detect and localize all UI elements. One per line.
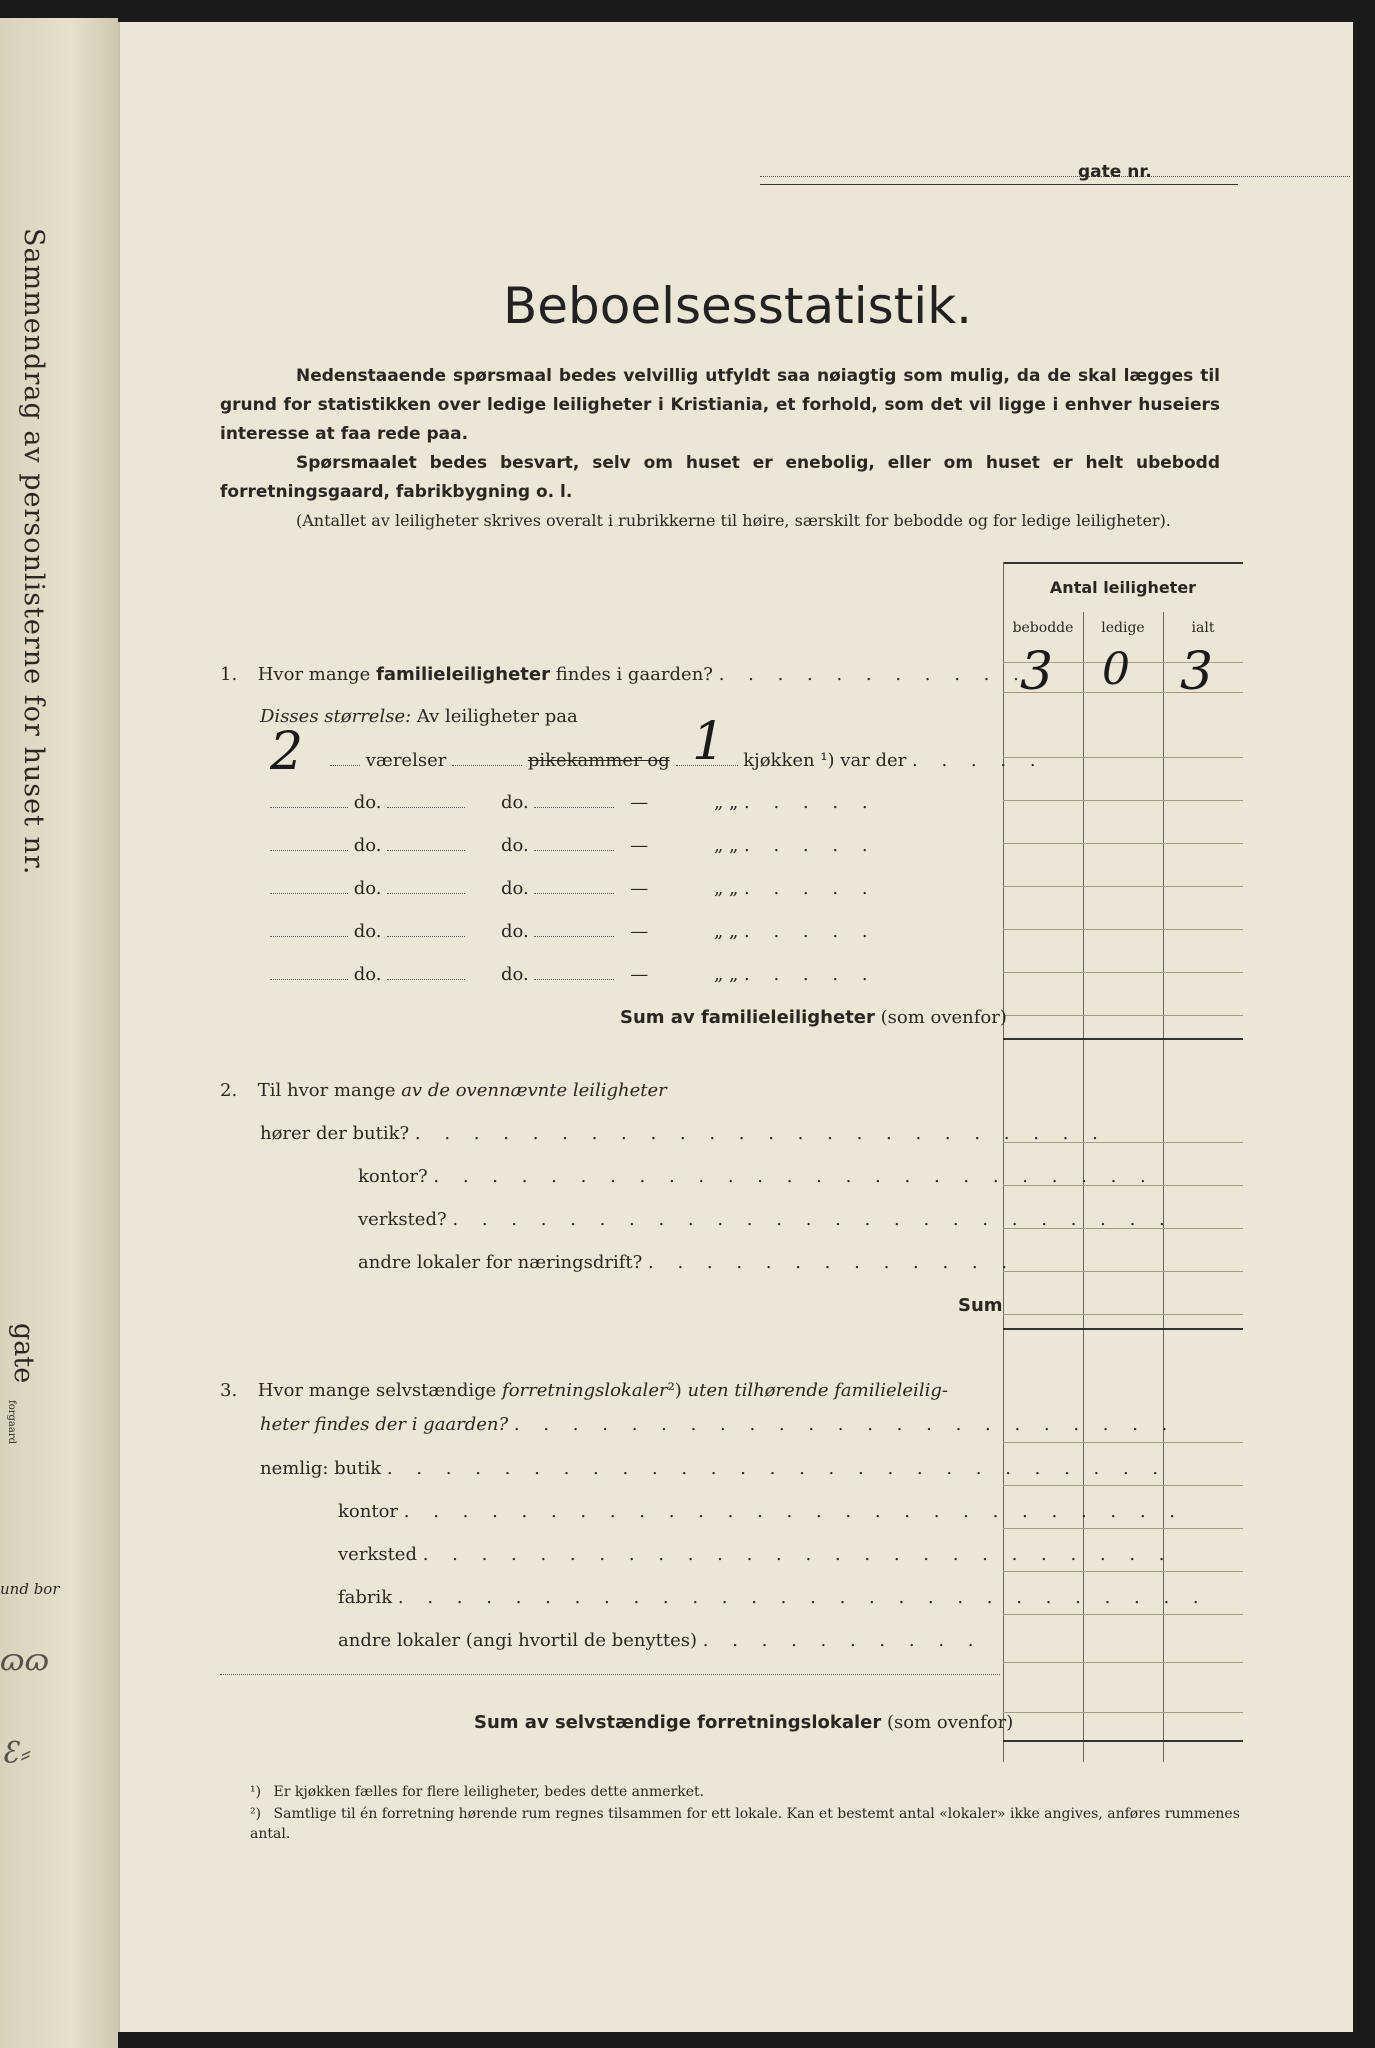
table-rule — [1003, 1442, 1243, 1443]
table-rule — [1003, 1485, 1243, 1486]
adjacent-page-edge — [0, 18, 118, 2048]
spine-handwriting: ɷɷ — [0, 1643, 50, 1678]
table-rule — [1003, 800, 1243, 801]
size-text: Av leiligheter paa — [416, 706, 578, 727]
table-rule — [1003, 1528, 1243, 1529]
table-rule — [1003, 886, 1243, 887]
table-sum-rule-1 — [1003, 1038, 1243, 1040]
q3-butik-row: nemlig: butik . . . . . . . . . . . . . . . . . . . . . . . . . . . — [260, 1458, 1168, 1479]
table-rule — [1003, 972, 1243, 973]
pikekammer-label: pikekammer og — [527, 750, 670, 771]
q1-text-post: findes i gaarden? — [550, 664, 713, 685]
question-3: 3. Hvor mange selvstændige forretningslokaler²) uten tilhørende familieleilig- — [220, 1380, 948, 1401]
q1-text-pre: Hvor mange — [257, 664, 377, 685]
table-sum-rule-3 — [1003, 1740, 1243, 1742]
col-bebodde: bebodde — [1012, 620, 1074, 636]
leader-dots: . . . . . . . . . . . — [718, 664, 1028, 685]
intro-note: (Antallet av leiligheter skrives overalt i rubrikkerne til høire, særskilt for bebodde og for ledige leiligheter). — [296, 511, 1171, 530]
kjokken-label: kjøkken ¹) var der — [743, 750, 907, 771]
table-sum-rule-2 — [1003, 1328, 1243, 1330]
table-rule — [1003, 843, 1243, 844]
intro-paragraph-1: Nedenstaaende spørsmaal bedes velvillig utfyldt saa nøiagtig som mulig, da de skal lægges til grund for statistikken over ledige leiligheter i Kristiania, et forhold, som det vil ligge i enhver huseiers interesse at faa rede paa. — [220, 366, 1220, 444]
q2-kontor-row: kontor? . . . . . . . . . . . . . . . . . . . . . . . . . — [358, 1166, 1155, 1187]
q1-sum-row — [620, 1007, 1007, 1028]
q1-size-row-1 — [330, 750, 1045, 771]
q3-verksted-row: verksted . . . . . . . . . . . . . . . . . . . . . . . . . . — [338, 1544, 1174, 1565]
q3-line-2: heter findes der i gaarden? . . . . . . . . . . . . . . . . . . . . . . . — [260, 1414, 1177, 1435]
footnote-2: ²) Samtlige til én forretning hørende rum regnes tilsammen for ett lokale. Kan et bestemt antal «lokaler» ikke angives, anføres rummenes antal. — [250, 1806, 1240, 1842]
table-rule — [1003, 1314, 1243, 1315]
col-ialt: ialt — [1191, 620, 1215, 636]
question-1 — [220, 664, 1028, 685]
table-rule — [1003, 1571, 1243, 1572]
table-rule — [1003, 1712, 1243, 1713]
leader-dots: . . . . . — [912, 750, 1045, 771]
gate-nr-label: gate nr. — [1078, 162, 1152, 182]
col-ledige: ledige — [1101, 620, 1145, 636]
table-rule — [1003, 1271, 1243, 1272]
q1-size-row-6: do. do. — „ „ . . . . . — [270, 964, 877, 985]
answer-ialt[interactable]: 3 — [1180, 642, 1214, 702]
q1-size-row-3: do. do. — „ „ . . . . . — [270, 835, 877, 856]
spine-small-label: forgaard — [6, 1400, 17, 1445]
q1-size-row-2: do. do. — „ „ . . . . . — [270, 792, 877, 813]
q3-kontor-row: kontor . . . . . . . . . . . . . . . . . . . . . . . . . . . — [338, 1501, 1184, 1522]
kitchen-count[interactable]: 1 — [692, 712, 726, 772]
form-page — [118, 22, 1353, 2032]
intro-text — [220, 362, 1220, 507]
q1-size-row-5: do. do. — „ „ . . . . . — [270, 921, 877, 942]
q1-size-line — [260, 706, 578, 727]
q2-butik-row: hører der butik? . . . . . . . . . . . . . . . . . . . . . . . . — [260, 1123, 1107, 1144]
table-left-border — [1003, 562, 1004, 1762]
table-rule — [1003, 1662, 1243, 1663]
dotted-separator — [220, 1674, 1000, 1675]
q1-sum-paren: (som ovenfor) — [880, 1007, 1007, 1028]
rooms-count[interactable]: 2 — [270, 722, 304, 782]
table-title: Antal leiligheter — [1049, 578, 1197, 597]
q3-andre-row: andre lokaler (angi hvortil de benyttes) . . . . . . . . . . — [338, 1630, 983, 1651]
table-rule — [1003, 1614, 1243, 1615]
q3-sum-row: Sum av selvstændige forretningslokaler (som ovenfor) — [474, 1712, 1014, 1733]
q1-text-bold: familieleiligheter — [376, 664, 550, 685]
q1-sum-label: Sum av familieleiligheter — [620, 1007, 875, 1028]
vaerelser-label: værelser — [365, 750, 447, 771]
page-title: Beboelsesstatistik. — [502, 277, 973, 335]
q1-number: 1. — [220, 664, 238, 685]
question-2: 2. Til hvor mange av de ovennævnte leiligheter — [220, 1080, 667, 1101]
answer-bebodde[interactable]: 3 — [1020, 642, 1054, 702]
q3-fabrik-row: fabrik . . . . . . . . . . . . . . . . . . . . . . . . . . . . — [338, 1587, 1208, 1608]
dotted-line — [760, 176, 1350, 177]
q1-size-row-4: do. do. — „ „ . . . . . — [270, 878, 877, 899]
spine-gate-label: gate — [8, 1323, 39, 1384]
spine-bor-label: und bor — [0, 1580, 60, 1598]
answer-ledige[interactable]: 0 — [1102, 644, 1130, 695]
q2-sum-label: Sum — [958, 1295, 1003, 1316]
intro-paragraph-2: Spørsmaalet bedes besvart, selv om huset er enebolig, eller om huset er helt ubebodd forretningsgaard, fabrikbygning o. l. — [220, 453, 1220, 502]
underline — [760, 184, 1238, 185]
table-rule — [1003, 1015, 1243, 1016]
q2-verksted-row: verksted? . . . . . . . . . . . . . . . . . . . . . . . . . — [358, 1209, 1174, 1230]
footnote-1: ¹) Er kjøkken fælles for flere leiligheter, bedes dette anmerket. — [250, 1784, 705, 1800]
size-label: Disses størrelse: — [260, 706, 412, 727]
spine-handwriting-2: ꜫ⸗ — [4, 1736, 31, 1771]
q2-andre-row: andre lokaler for næringsdrift? . . . . . . . . . . . . . — [358, 1252, 1017, 1273]
spine-heading: Sammendrag av personlisterne for huset nr. — [18, 228, 49, 876]
table-rule — [1003, 929, 1243, 930]
